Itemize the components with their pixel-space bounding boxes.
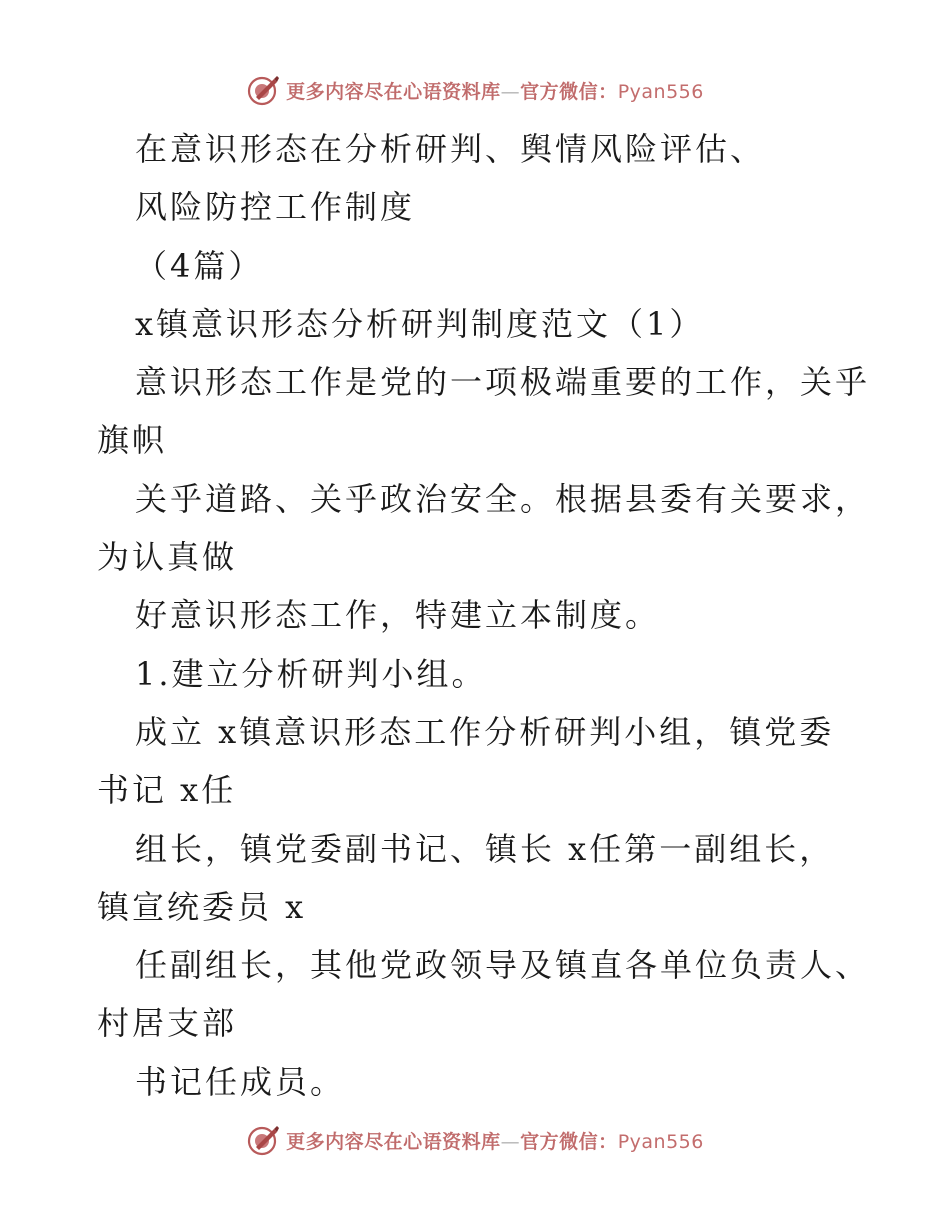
paragraph-line: 为认真做 [97, 538, 238, 577]
document-body [0, 120, 950, 1111]
title-line-2: 风险防控工作制度 [135, 188, 416, 227]
watermark-text [286, 1127, 704, 1154]
footer-watermark-banner [0, 1120, 950, 1160]
paragraph-line: 村居支部 [97, 1004, 238, 1043]
paragraph-line: 任副组长，其他党政领导及镇直各单位负责人、 [135, 946, 871, 985]
paragraph-line: 书记 x任 [97, 771, 237, 810]
pen-logo-icon [246, 1123, 280, 1157]
watermark-wechat-handle: Pyan556 [617, 80, 704, 103]
paragraph-line: 成立 x镇意识形态工作分析研判小组，镇党委 [135, 712, 835, 751]
paragraph-line: 好意识形态工作，特建立本制度。 [135, 596, 661, 635]
paragraph-line: 关乎道路、关乎政治安全。根据县委有关要求， [135, 479, 871, 518]
watermark-site-name: 更多内容尽在心语资料库 [286, 80, 501, 103]
header-watermark-banner [0, 70, 950, 110]
numbered-heading: 1.建立分析研判小组。 [135, 654, 487, 693]
watermark-wechat-label: 官方微信： [520, 1130, 618, 1153]
paragraph-line: 旗帜 [97, 421, 168, 460]
watermark-separator: — [500, 80, 521, 103]
watermark-site-name: 更多内容尽在心语资料库 [286, 1130, 501, 1153]
watermark-text [286, 77, 704, 104]
section-heading: x镇意识形态分析研判制度范文（1） [135, 304, 705, 343]
pen-logo-icon [246, 73, 280, 107]
watermark-wechat-handle: Pyan556 [617, 1130, 704, 1153]
paragraph-line: 意识形态工作是党的一项极端重要的工作，关乎 [135, 363, 871, 402]
paragraph-line: 组长，镇党委副书记、镇长 x任第一副组长， [135, 829, 835, 868]
watermark-separator: — [500, 1130, 521, 1153]
paragraph-line: 书记任成员。 [135, 1062, 346, 1101]
paragraph-line: 镇宣统委员 x [97, 887, 307, 926]
title-line-3: （4篇） [135, 246, 264, 285]
title-line-1: 在意识形态在分析研判、舆情风险评估、 [135, 130, 766, 168]
watermark-wechat-label: 官方微信： [520, 80, 618, 103]
